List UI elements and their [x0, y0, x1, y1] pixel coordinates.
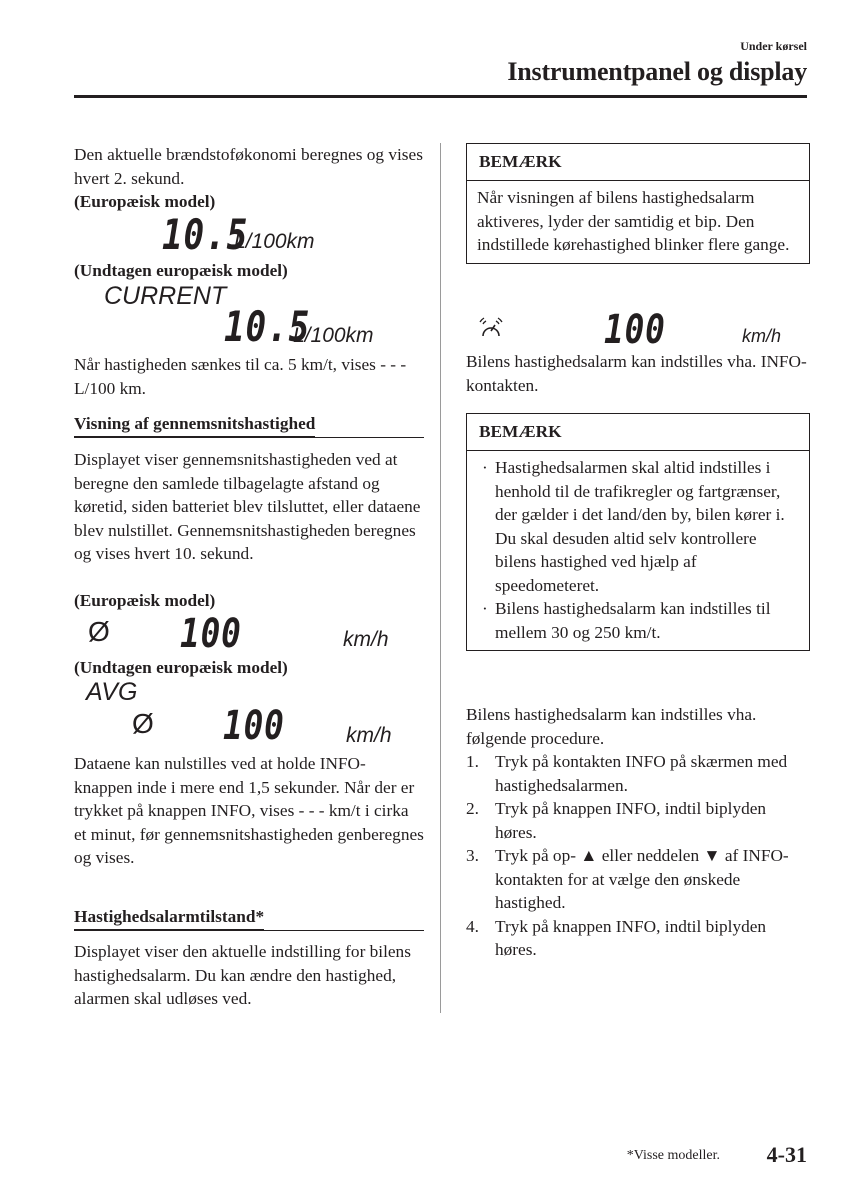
page-title: Instrumentpanel og display	[507, 57, 807, 86]
fuel-display-non-european	[104, 282, 424, 352]
column-divider	[440, 143, 441, 1013]
fuel-display-european	[162, 210, 422, 259]
heading-rule	[74, 437, 424, 438]
page-number: 4-31	[766, 1142, 807, 1167]
list-item: · Bilens hastighedsalarm kan indstilles til mellem 30 og 250 km/t.	[477, 597, 799, 644]
fuel-unit-label: L/100km	[293, 324, 374, 347]
heading-rule	[74, 930, 424, 931]
speed-alarm-icon	[478, 316, 504, 342]
european-model-label: (Europæisk model)	[74, 192, 216, 211]
note-text: Når visningen af bilens hastighedsalarm aktiveres, lyder der samtidig et bip. Den indstillede kørehastighed blinker flere gange.	[477, 188, 790, 254]
note-title: BEMÆRK	[467, 414, 809, 451]
step-item: 3. Tryk på op- ▲ eller neddelen ▼ af INFO-kontakten for at vælge den ønskede hastighed.	[466, 846, 789, 912]
alarm-mode-heading: Hastighedsalarmtilstand*	[74, 905, 424, 930]
step-item: 2. Tryk på knappen INFO, indtil biplyden høres.	[466, 799, 767, 842]
footnote: *Visse modeller.	[626, 1148, 720, 1163]
speed-unit-label: km/h	[742, 326, 782, 346]
note-box-alarm-beep	[466, 143, 810, 264]
speed-unit-label: km/h	[343, 628, 389, 651]
fuel-unit-label: L/100km	[234, 230, 315, 253]
title-rule	[74, 95, 807, 98]
note-list	[467, 451, 809, 650]
avg-speed-readout: 100	[223, 703, 285, 749]
alarm-speed-readout: 100	[604, 307, 666, 353]
european-model-label: (Europæisk model)	[74, 591, 216, 610]
avg-display-european	[88, 612, 418, 658]
note-title: BEMÆRK	[467, 144, 809, 181]
alarm-caption: Bilens hastighedsalarm kan indstilles vha. INFO-kontakten.	[466, 352, 807, 395]
avg-label: AVG	[86, 678, 138, 706]
note-box-alarm-rules	[466, 413, 810, 651]
speed-alarm-display	[478, 308, 808, 354]
alarm-mode-paragraph: Displayet viser den aktuelle indstilling for bilens hastighedsalarm. Du kan ændre den hastighed, alarmen skal udløses ved.	[74, 942, 411, 1008]
avg-display-non-european	[86, 678, 416, 750]
non-european-model-label: (Undtagen europæisk model)	[74, 658, 288, 677]
step-item: 1. Tryk på kontakten INFO på skærmen med hastighedsalarmen.	[466, 752, 788, 795]
reset-paragraph: Dataene kan nulstilles ved at holde INFO-knappen inde i mere end 1,5 sekunder. Når der er trykket på knappen INFO, vises - - - km/t i cirka et minut, før gennemsnitshastigheden genberegnes og vises.	[74, 754, 424, 867]
step-item: 4. Tryk på knappen INFO, indtil biplyden høres.	[466, 916, 767, 959]
avg-speed-heading: Visning af gennemsnitshastighed	[74, 412, 424, 437]
fuel-intro-paragraph: Den aktuelle brændstoføkonomi beregnes og vises hvert 2. sekund.	[74, 145, 423, 188]
current-label: CURRENT	[104, 282, 227, 310]
slow-speed-note: Når hastigheden sænkes til ca. 5 km/t, vises - - - L/100 km.	[74, 355, 407, 398]
avg-speed-paragraph: Displayet viser gennemsnitshastigheden ved at beregne den samlede tilbagelagte afstand og køretid, siden batteriet blev tilsluttet, eller dataene blev nulstillet. Gennemsnitshastigheden beregnes og vises hvert 10. sekund.	[74, 450, 421, 563]
fuel-value-readout: 10.5	[224, 302, 311, 351]
procedure-steps	[466, 750, 808, 962]
section-label: Under kørsel	[740, 39, 807, 53]
avg-speed-readout: 100	[180, 611, 242, 657]
non-european-model-label: (Undtagen europæisk model)	[74, 261, 288, 280]
average-symbol: Ø	[132, 708, 154, 739]
fuel-value-readout: 10.5	[162, 210, 249, 259]
procedure-intro: Bilens hastighedsalarm kan indstilles vha. følgende procedure.	[466, 705, 757, 748]
footnote-marker: *	[255, 907, 265, 926]
speed-unit-label: km/h	[346, 724, 392, 747]
average-symbol: Ø	[88, 616, 110, 647]
list-item: · Hastighedsalarmen skal altid indstilles i henhold til de trafikregler og fartgrænser, der gælder i det land/den by, bilen kører i. Du skal desuden altid selv kontrollere bilens hastighed ved hjælp af speedometeret.	[477, 456, 799, 597]
